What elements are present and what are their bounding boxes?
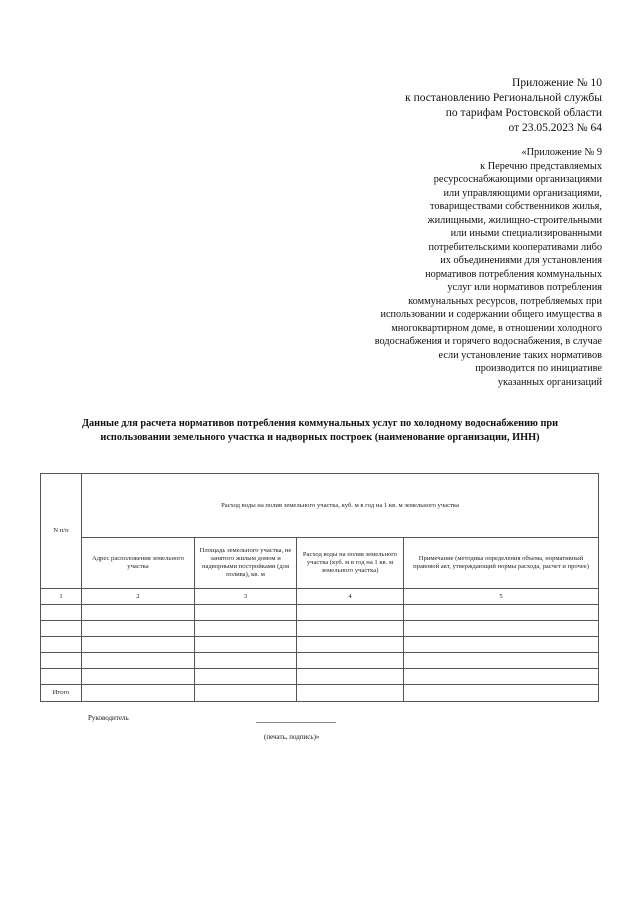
table-cell: [82, 621, 195, 637]
subheader-address: Адрес расположения земельного участка: [82, 538, 195, 589]
table-cell: [41, 653, 82, 669]
table-cell: [195, 653, 297, 669]
table-cell: [82, 669, 195, 685]
column-number: 5: [404, 589, 599, 605]
table-cell: [41, 637, 82, 653]
table-row: [41, 637, 599, 653]
appendix-9-line: нормативов потребления коммунальных: [425, 268, 602, 280]
appendix-9-line: жилищными, жилищно-строительными: [427, 214, 602, 226]
column-number: 1: [41, 589, 82, 605]
column-number: 2: [82, 589, 195, 605]
table-row: [41, 605, 599, 621]
table-cell: [297, 621, 404, 637]
table-cell: [404, 653, 599, 669]
table-cell: [404, 621, 599, 637]
appendix-9-line: их объединениями для установления: [440, 255, 602, 266]
appendix-9-line: если установление таких нормативов: [438, 349, 602, 361]
table-cell: [195, 669, 297, 685]
appendix-9-line: или иными специализированными: [450, 228, 602, 239]
column-numbers-row: [41, 589, 599, 605]
table-row: [41, 669, 599, 685]
table-cell: [297, 685, 404, 702]
stamp-label: (печать, подпись)»: [264, 733, 320, 741]
appendix-9-line: использовании и содержании общего имущества в: [380, 309, 602, 320]
appendix-9-line: производится по инициативе: [475, 363, 602, 374]
appendix-10-line: к постановлению Региональной службы: [405, 92, 602, 104]
appendix-9-line: «Приложение № 9: [521, 147, 602, 158]
total-row: [41, 685, 599, 702]
appendix-9-line: к Перечню представляемых: [480, 160, 602, 172]
appendix-9-line: водоснабжения и горячего водоснабжения, в случае: [374, 336, 602, 347]
table-cell: [297, 669, 404, 685]
table-cell: [82, 637, 195, 653]
appendix-9-line: многоквартирном доме, в отношении холодного: [391, 322, 602, 334]
table-cell: [82, 685, 195, 702]
table-cell: [41, 621, 82, 637]
column-number: 3: [195, 589, 297, 605]
column-number: 4: [297, 589, 404, 605]
appendix-9-line: или управляющими организациями,: [443, 187, 602, 199]
appendix-10-line: от 23.05.2023 № 64: [508, 122, 602, 134]
appendix-9-line: услуг или нормативов потребления: [447, 282, 602, 293]
table-cell: [297, 605, 404, 621]
table-row: [41, 621, 599, 637]
table-cell: [404, 605, 599, 621]
table-header-row: [41, 474, 599, 538]
table-cell: [404, 637, 599, 653]
group-header: Расход воды на полив земельного участка, куб. м в год на 1 кв. м земельного участка: [82, 474, 599, 538]
appendix-10-line: Приложение № 10: [512, 77, 602, 89]
total-label: Итого: [41, 685, 82, 702]
appendix-10-header: [405, 76, 602, 136]
title-line: Данные для расчета нормативов потребления коммунальных услуг по холодному водоснабжению при: [81, 418, 559, 429]
subheader-note: Примечание (методика определения объема, нормативный правовой акт, утверждающий нормы расхода, расчет и прочее): [404, 538, 599, 589]
col-number-header: N п/п: [41, 474, 82, 589]
table-cell: [82, 605, 195, 621]
document-title: [40, 417, 600, 445]
signature-line: [256, 722, 336, 723]
appendix-9-line: ресурсоснабжающими организациями: [433, 174, 602, 185]
table-cell: [195, 637, 297, 653]
appendix-9-line: потребительскими кооперативами либо: [428, 241, 602, 253]
table-cell: [195, 605, 297, 621]
appendix-9-header: [352, 146, 602, 389]
data-table: [40, 473, 599, 702]
table-cell: [41, 669, 82, 685]
table-cell: [195, 621, 297, 637]
title-line: использовании земельного участка и надворных построек (наименование организации, ИНН): [100, 432, 540, 443]
table-cell: [404, 669, 599, 685]
table-cell: [195, 685, 297, 702]
appendix-9-line: указанных организаций: [497, 376, 602, 388]
appendix-10-line: по тарифам Ростовской области: [445, 107, 602, 119]
table-cell: [404, 685, 599, 702]
appendix-9-line: коммунальных ресурсов, потребляемых при: [408, 295, 602, 307]
subheader-consumption: Расход воды на полив земельного участка (куб. м в год на 1 кв. м земельного участка): [297, 538, 404, 589]
appendix-9-line: товариществами собственников жилья,: [430, 201, 602, 212]
table-cell: [297, 637, 404, 653]
table-cell: [41, 605, 82, 621]
subheader-area: Площадь земельного участка, не занятого жилым домом и надворными постройками (для полива), кв. м: [195, 538, 297, 589]
head-label: Руководитель: [88, 714, 129, 722]
table-subheader-row: [41, 538, 599, 589]
table-cell: [82, 653, 195, 669]
table-cell: [297, 653, 404, 669]
table-row: [41, 653, 599, 669]
